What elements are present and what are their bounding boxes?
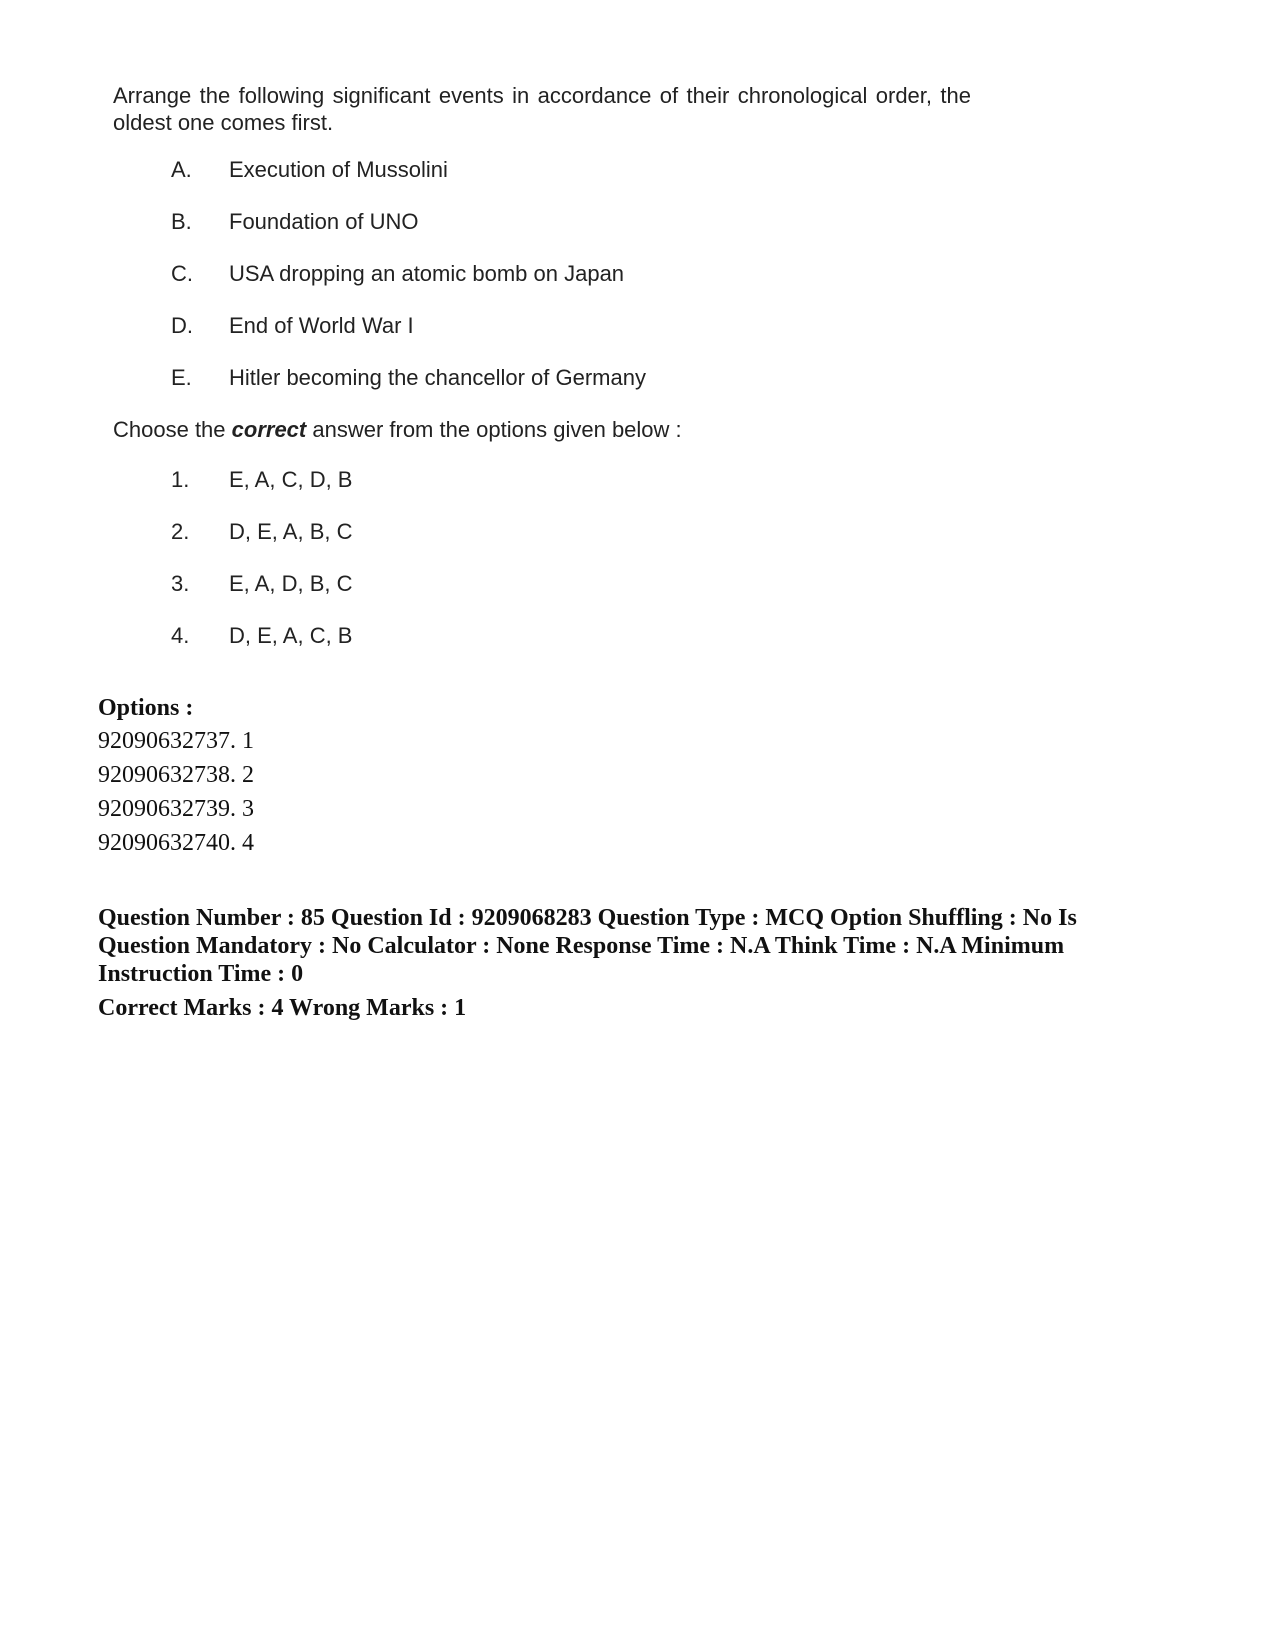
event-text: Foundation of UNO [229, 209, 419, 234]
event-letter: B. [171, 209, 192, 234]
question-marks: Correct Marks : 4 Wrong Marks : 1 [98, 995, 467, 1021]
choose-suffix: answer from the options given below : [306, 417, 682, 442]
event-text: End of World War I [229, 313, 414, 338]
answer-text: D, E, A, C, B [229, 623, 353, 648]
event-text: USA dropping an atomic bomb on Japan [229, 261, 625, 286]
options-section [98, 692, 254, 860]
event-item [113, 248, 993, 300]
event-letter: C. [171, 261, 193, 286]
event-text: Execution of Mussolini [229, 157, 448, 182]
event-letter: E. [171, 365, 192, 390]
event-list [113, 144, 993, 404]
option-item: 92090632738. 2 [98, 762, 254, 788]
answer-item [113, 558, 993, 610]
answer-number: 1. [171, 467, 190, 492]
event-letter: A. [171, 157, 192, 182]
answer-text: D, E, A, B, C [229, 519, 353, 544]
answer-number: 2. [171, 519, 190, 544]
question-meta-section [98, 904, 1118, 1022]
answer-number: 4. [171, 623, 190, 648]
answer-text: E, A, D, B, C [229, 571, 353, 596]
choose-instruction [113, 410, 993, 450]
event-text: Hitler becoming the chancellor of Germany [229, 365, 646, 390]
option-item: 92090632739. 3 [98, 796, 254, 822]
choose-emphasis: correct [231, 417, 307, 442]
question-block [113, 82, 993, 662]
choose-prefix: Choose the [113, 417, 232, 442]
event-item [113, 196, 993, 248]
option-item: 92090632737. 1 [98, 728, 254, 754]
options-title: Options : [98, 695, 194, 721]
answer-item [113, 454, 993, 506]
event-item [113, 352, 993, 404]
event-letter: D. [171, 313, 193, 338]
event-item [113, 144, 993, 196]
answer-list [113, 454, 993, 662]
answer-item [113, 506, 993, 558]
answer-number: 3. [171, 571, 190, 596]
question-stem: Arrange the following significant events in accordance of their chronological order, the oldest one comes first. [113, 83, 971, 135]
option-item: 92090632740. 4 [98, 830, 254, 856]
answer-item [113, 610, 993, 662]
question-meta: Question Number : 85 Question Id : 9209068283 Question Type : MCQ Option Shuffling : No Is Question Mandatory : No Calculator : None Response Time : N.A Think Time : N.A Minimum Instruction Time : 0 [98, 905, 1077, 987]
event-item [113, 300, 993, 352]
answer-text: E, A, C, D, B [229, 467, 353, 492]
